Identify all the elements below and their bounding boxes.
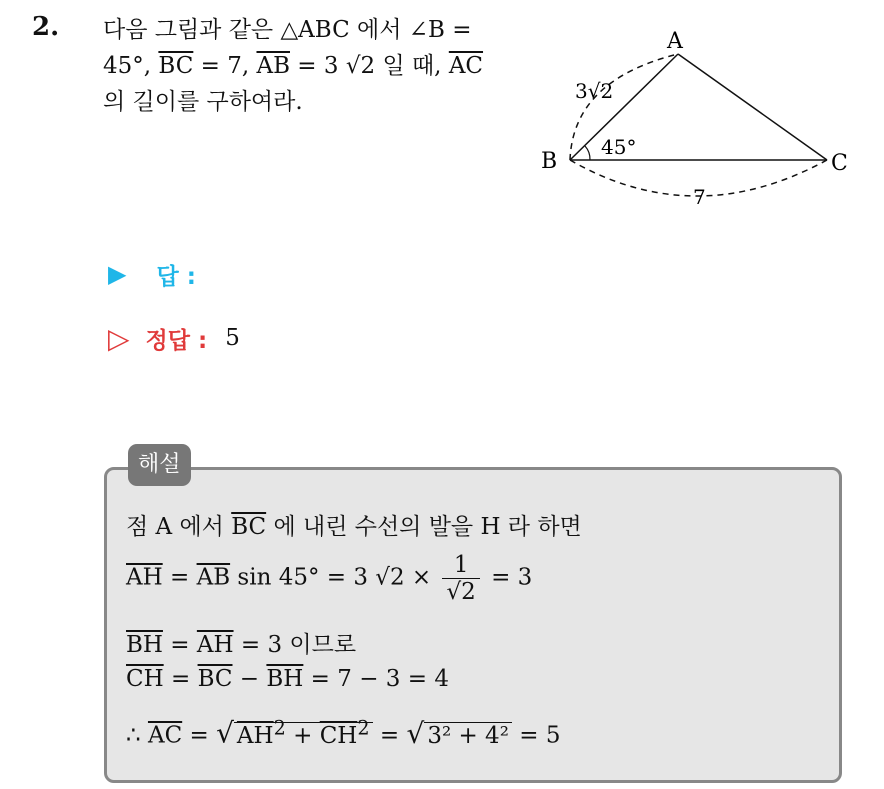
s4-rest: = 7 − 3 = 4 [303, 666, 449, 692]
s4-minus: − [232, 666, 267, 692]
s3-bh: $\overline{BH}$ [126, 632, 163, 658]
label-c: C [831, 151, 848, 176]
answer-play-icon: ▶ [108, 260, 127, 288]
solution-line-1 [126, 508, 582, 541]
s5-eq: = [182, 722, 217, 749]
s2-ab: $\overline{AB}$ [196, 564, 231, 591]
answer-label: 답 : [156, 263, 196, 290]
edge-ac [678, 54, 827, 160]
s3-rest: = 3 이므로 [233, 632, 357, 658]
s2-num: 1 [442, 552, 479, 579]
q2-ab: $\overline{AB}$ [256, 53, 290, 79]
label-ab-length: 3√2 [575, 79, 614, 103]
label-b: B [541, 149, 558, 174]
s3-ah: $\overline{AH}$ [196, 632, 234, 658]
s1-a: 점 A 에서 [126, 514, 232, 540]
s2-den: √2 [446, 579, 476, 605]
question-line-3: 의 길이를 구하여라. [103, 89, 303, 115]
s5-rad-plus: + [285, 722, 320, 749]
s1-b: 에 내린 수선의 발을 H 라 하면 [266, 514, 582, 540]
s3-eq: = [162, 632, 197, 658]
solution-line-2 [126, 552, 532, 605]
solution-tag: 해설 [128, 444, 191, 486]
angle-arc [585, 146, 590, 160]
s1-bc: $\overline{BC}$ [231, 514, 267, 540]
s4-bc: $\overline{BC}$ [197, 666, 233, 692]
q2-b: = 7, [193, 53, 257, 79]
s5-radical-1: √ $AH^2 + \overline{CH}^2$ [216, 716, 372, 750]
s2-eq: = [162, 564, 197, 591]
s5-radical-2: √ 3² + 4² [406, 717, 511, 750]
q2-ac: $\overline{AC}$ [448, 53, 484, 79]
s4-eq: = [163, 666, 198, 692]
solution-line-3 [126, 626, 356, 659]
correct-answer-icon: ▷ [108, 321, 130, 355]
s5-ac: $\overline{AC}$ [147, 722, 183, 749]
question-text [103, 12, 518, 120]
s2-rest: sin 45° = 3 √2 × [230, 564, 439, 591]
s5-end: = 5 [511, 722, 561, 749]
s5-rad-ch: $\overline{CH}$ [319, 722, 358, 749]
answer-row [108, 254, 196, 294]
label-a: A [667, 29, 683, 54]
correct-answer-row [108, 318, 240, 358]
s4-bh: $\overline{BH}$ [266, 666, 304, 692]
s5-therefore: ∴ [126, 722, 148, 749]
s2-fraction [442, 552, 479, 605]
question-line-1: 다음 그림과 같은 △ABC 에서 ∠B = [103, 17, 472, 43]
solution-line-4 [126, 666, 449, 692]
s2-end: = 3 [483, 564, 533, 591]
s5-eq2: = [372, 722, 407, 749]
s5-rad-sup1: 2 [273, 716, 286, 739]
s5-rad-ah: AH [236, 722, 274, 749]
question-number: 2. [32, 12, 60, 42]
label-bc-length: 7 [693, 185, 706, 209]
s2-ah: $\overline{AH}$ [126, 564, 163, 591]
q2-bc: $\overline{BC}$ [158, 53, 194, 79]
question-line-2 [103, 48, 518, 84]
correct-answer-value: 5 [225, 325, 240, 351]
q2-a: 45°, [103, 53, 159, 79]
solution-line-5 [126, 716, 560, 750]
correct-answer-label: 정답 : [145, 327, 208, 354]
s4-ch: $\overline{CH}$ [126, 666, 164, 692]
triangle-figure [535, 22, 865, 222]
s5-rad-sup2: 2 [357, 716, 370, 739]
q2-c: = 3 √2 일 때, [290, 53, 449, 79]
label-angle: 45° [601, 135, 637, 159]
s5-rad2-body: 3² + 4² [424, 722, 512, 749]
